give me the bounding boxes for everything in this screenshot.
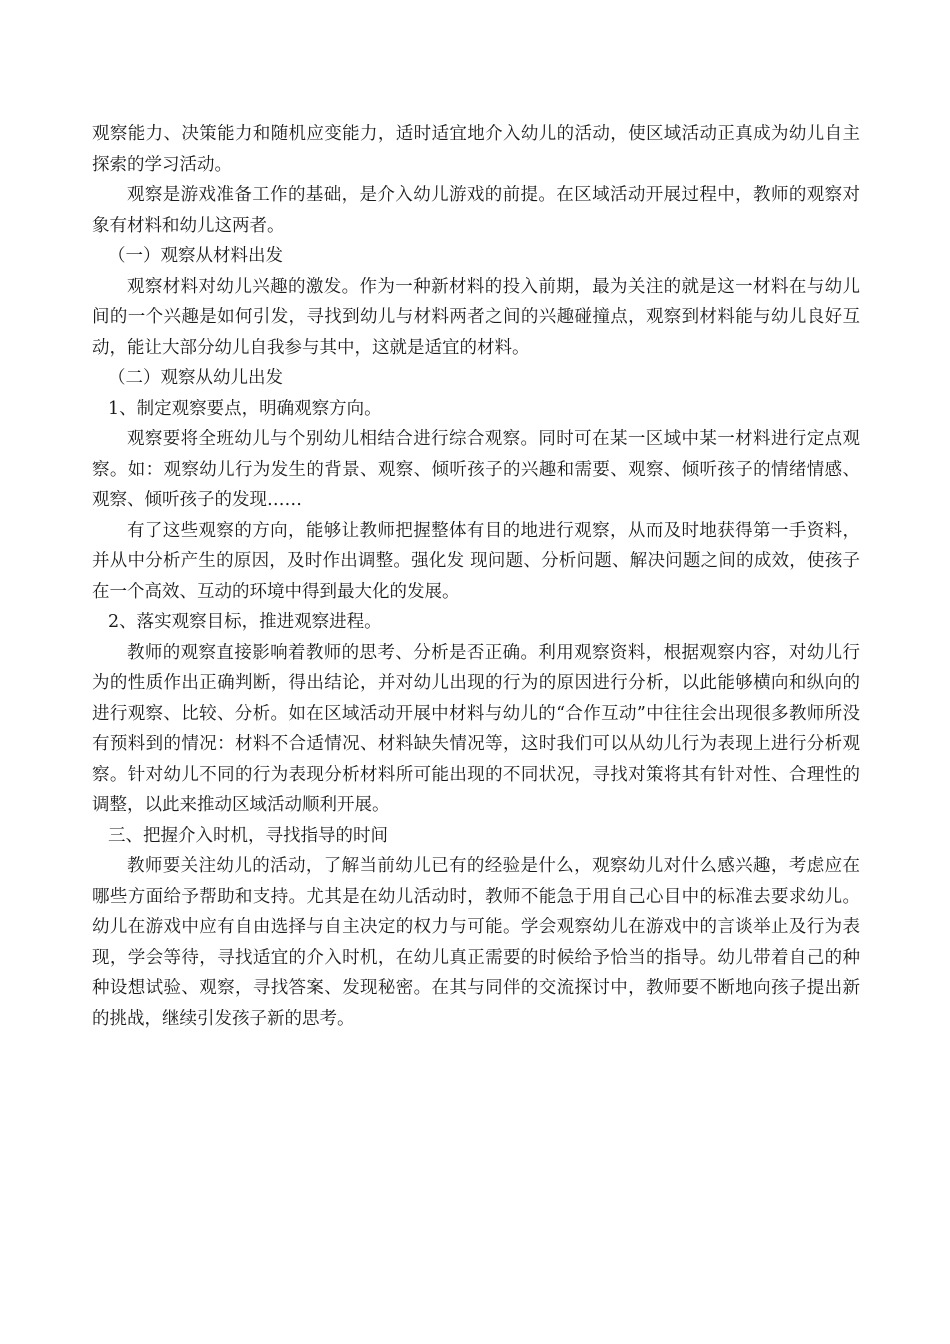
numbered-heading-1: 1、制定观察要点，明确观察方向。 [108, 398, 382, 419]
paragraph: 观察要将全班幼儿与个别幼儿相结合进行综合观察。同时可在某一区域中某一材料进行定点观察。如：观察幼儿行为发生的背景、观察、倾听孩子的兴趣和需要、观察、倾听孩子的情绪情感、观察、倾听孩子的发现…… [92, 429, 860, 510]
paragraph: 有了这些观察的方向，能够让教师把握整体有目的地进行观察，从而及时地获得第一手资料，并从中分析产生的原因，及时作出调整。强化发 现问题、分析问题、解决问题之间的成效，使孩子在一个高效、互动的环境中得到最大化的发展。 [92, 520, 860, 602]
numbered-heading-2: 2、落实观察目标，推进观察进程。 [108, 612, 382, 632]
paragraph: 教师要关注幼儿的活动，了解当前幼儿已有的经验是什么，观察幼儿对什么感兴趣，考虑应在哪些方面给予帮助和支持。尤其是在幼儿活动时，教师不能急于用自己心目中的标准去要求幼儿。幼儿在游戏中应有自由选择与自主决定的权力与可能。学会观察幼儿在游戏中的言谈举止及行为表现，学会等待，寻找适宜的介入时机，在幼儿真正需要的时候给予恰当的指导。幼儿带着自己的种种设想试验、观察，寻找答案、发现秘密。在其与同伴的交流探讨中，教师要不断地向孩子提出新的挑战，继续引发孩子新的思考。 [92, 856, 860, 1029]
subheading-material: （一）观察从材料出发 [108, 246, 283, 266]
paragraph: 教师的观察直接影响着教师的思考、分析是否正确。利用观察资料，根据观察内容，对幼儿行为的性质作出正确判断，得出结论，并对幼儿出现的行为的原因进行分析，以此能够横向和纵向的进行观察、比较、分析。如在区域活动开展中材料与幼儿的“合作互动”中往往会出现很多教师所没有预料到的情况：材料不合适情况、材料缺失情况等，这时我们可以从幼儿行为表现上进行分析观察。针对幼儿不同的行为表现分析材料所可能出现的不同状况，寻找对策将其有针对性、合理性的调整，以此来推动区域活动顺利开展。 [92, 642, 860, 815]
paragraph: 观察是游戏准备工作的基础，是介入幼儿游戏的前提。在区域活动开展过程中，教师的观察对象有材料和幼儿这两者。 [92, 185, 860, 236]
section-heading-3: 三、把握介入时机，寻找指导的时间 [108, 825, 388, 846]
paragraph: 观察材料对幼儿兴趣的激发。作为一种新材料的投入前期，最为关注的就是这一材料在与幼儿间的一个兴趣是如何引发，寻找到幼儿与材料两者之间的兴趣碰撞点，观察到材料能与幼儿良好互动，能让大部分幼儿自我参与其中，这就是适宜的材料。 [92, 276, 860, 358]
paragraph-continued: 观察能力、决策能力和随机应变能力，适时适宜地介入幼儿的活动，使区域活动正真成为幼儿自主探索的学习活动。 [92, 124, 860, 175]
subheading-child: （二）观察从幼儿出发 [108, 368, 283, 388]
document-body [92, 119, 860, 1034]
